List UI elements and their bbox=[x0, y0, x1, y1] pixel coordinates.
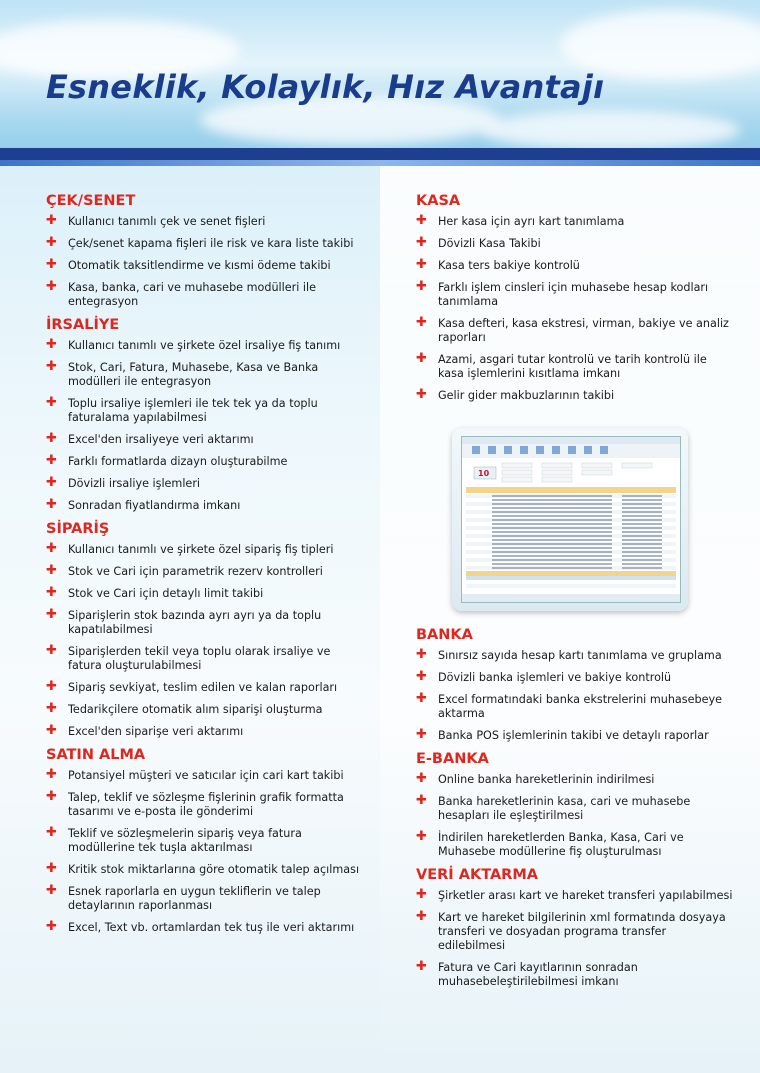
plus-bullet-icon: ✚ bbox=[46, 541, 57, 556]
plus-bullet-icon: ✚ bbox=[46, 431, 57, 446]
plus-bullet-icon: ✚ bbox=[46, 563, 57, 578]
list-item bbox=[46, 769, 366, 783]
list-item bbox=[416, 649, 736, 663]
plus-bullet-icon: ✚ bbox=[46, 235, 57, 250]
plus-bullet-icon: ✚ bbox=[46, 475, 57, 490]
right-column-top bbox=[416, 193, 736, 411]
list-item bbox=[46, 361, 366, 389]
plus-bullet-icon: ✚ bbox=[46, 643, 57, 658]
list-item bbox=[46, 477, 366, 491]
list-item-text: Teklif ve sözleşmelerin sipariş veya fatura modüllerine tek tuşla aktarılması bbox=[68, 827, 302, 854]
list-item bbox=[416, 889, 736, 903]
list-item bbox=[46, 681, 366, 695]
list-item bbox=[46, 259, 366, 273]
plus-bullet-icon: ✚ bbox=[46, 607, 57, 622]
plus-bullet-icon: ✚ bbox=[416, 647, 427, 662]
feature-list bbox=[46, 215, 366, 309]
plus-bullet-icon: ✚ bbox=[46, 395, 57, 410]
list-item bbox=[46, 609, 366, 637]
list-item-text: Esnek raporlarla en uygun tekliflerin ve talep detaylarının raporlanması bbox=[68, 885, 321, 912]
list-item bbox=[416, 911, 736, 953]
list-item bbox=[416, 693, 736, 721]
list-item bbox=[46, 281, 366, 309]
list-item-text: Banka hareketlerinin kasa, cari ve muhasebe hesapları ile eşleştirilmesi bbox=[438, 795, 691, 822]
feature-list bbox=[46, 543, 366, 739]
plus-bullet-icon: ✚ bbox=[46, 767, 57, 782]
list-item-text: Farklı formatlarda dizayn oluşturabilme bbox=[68, 455, 288, 468]
list-item-text: Sınırsız sayıda hesap kartı tanımlama ve gruplama bbox=[438, 649, 722, 662]
plus-bullet-icon: ✚ bbox=[416, 887, 427, 902]
list-item bbox=[46, 397, 366, 425]
list-item-text: Tedarikçilere otomatik alım siparişi oluşturma bbox=[68, 703, 323, 716]
list-item-text: Excel'den siparişe veri aktarımı bbox=[68, 725, 244, 738]
list-item-text: Her kasa için ayrı kart tanımlama bbox=[438, 215, 625, 228]
feature-list bbox=[416, 215, 736, 403]
plus-bullet-icon: ✚ bbox=[416, 959, 427, 974]
list-item-text: Talep, teklif ve sözleşme fişlerinin grafik formatta tasarımı ve e-posta ile gönderimi bbox=[68, 791, 344, 818]
list-item-text: Stok, Cari, Fatura, Muhasebe, Kasa ve Banka modülleri ile entegrasyon bbox=[68, 361, 319, 388]
header-divider bbox=[0, 148, 760, 160]
list-item bbox=[46, 433, 366, 447]
plus-bullet-icon: ✚ bbox=[416, 235, 427, 250]
list-item bbox=[416, 353, 736, 381]
software-screenshot bbox=[452, 428, 688, 611]
list-item bbox=[46, 339, 366, 353]
plus-bullet-icon: ✚ bbox=[416, 315, 427, 330]
list-item bbox=[46, 645, 366, 673]
feature-list bbox=[416, 773, 736, 859]
left-column bbox=[46, 193, 366, 943]
list-item-text: Sipariş sevkiyat, teslim edilen ve kalan raporları bbox=[68, 681, 338, 694]
list-item-text: Excel, Text vb. ortamlardan tek tuş ile veri aktarımı bbox=[68, 921, 355, 934]
list-item bbox=[46, 565, 366, 579]
list-item bbox=[46, 215, 366, 229]
list-item bbox=[46, 827, 366, 855]
list-item bbox=[46, 543, 366, 557]
plus-bullet-icon: ✚ bbox=[416, 257, 427, 272]
plus-bullet-icon: ✚ bbox=[46, 723, 57, 738]
list-item bbox=[416, 215, 736, 229]
plus-bullet-icon: ✚ bbox=[416, 727, 427, 742]
plus-bullet-icon: ✚ bbox=[46, 883, 57, 898]
list-item bbox=[416, 961, 736, 989]
list-item-text: Siparişlerin stok bazında ayrı ayrı ya da toplu kapatılabilmesi bbox=[68, 609, 322, 636]
list-item-text: Dövizli Kasa Takibi bbox=[438, 237, 541, 250]
list-item bbox=[416, 729, 736, 743]
list-item-text: Kullanıcı tanımlı ve şirkete özel irsaliye fiş tanımı bbox=[68, 339, 341, 352]
screenshot-illustration bbox=[462, 437, 680, 602]
section-heading-banka: BANKA bbox=[416, 627, 473, 643]
list-item-text: Banka POS işlemlerinin takibi ve detaylı raporlar bbox=[438, 729, 709, 742]
list-item-text: Kullanıcı tanımlı ve şirkete özel sipariş fiş tipleri bbox=[68, 543, 334, 556]
list-item bbox=[46, 587, 366, 601]
plus-bullet-icon: ✚ bbox=[46, 861, 57, 876]
list-item bbox=[46, 703, 366, 717]
plus-bullet-icon: ✚ bbox=[416, 351, 427, 366]
plus-bullet-icon: ✚ bbox=[46, 701, 57, 716]
list-item bbox=[416, 259, 736, 273]
list-item-text: Fatura ve Cari kayıtlarının sonradan muhasebeleştirilebilmesi imkanı bbox=[438, 961, 638, 988]
plus-bullet-icon: ✚ bbox=[46, 919, 57, 934]
list-item-text: Kritik stok miktarlarına göre otomatik talep açılması bbox=[68, 863, 360, 876]
page-title: Esneklik, Kolaylık, Hız Avantajı bbox=[46, 68, 605, 106]
svg-text:10: 10 bbox=[478, 469, 490, 478]
plus-bullet-icon: ✚ bbox=[416, 279, 427, 294]
list-item-text: Stok ve Cari için parametrik rezerv kontrolleri bbox=[68, 565, 323, 578]
plus-bullet-icon: ✚ bbox=[46, 825, 57, 840]
list-item bbox=[416, 671, 736, 685]
list-item-text: İndirilen hareketlerden Banka, Kasa, Cari ve Muhasebe modüllerine fiş oluşturulması bbox=[438, 831, 684, 858]
list-item-text: Çek/senet kapama fişleri ile risk ve kara liste takibi bbox=[68, 237, 354, 250]
section-heading-e-banka: E-BANKA bbox=[416, 751, 489, 767]
plus-bullet-icon: ✚ bbox=[46, 453, 57, 468]
section-heading-si-pari: SİPARİŞ bbox=[46, 521, 110, 537]
feature-list bbox=[416, 649, 736, 743]
plus-bullet-icon: ✚ bbox=[416, 691, 427, 706]
plus-bullet-icon: ✚ bbox=[416, 213, 427, 228]
plus-bullet-icon: ✚ bbox=[46, 257, 57, 272]
plus-bullet-icon: ✚ bbox=[46, 789, 57, 804]
list-item-text: Kasa defteri, kasa ekstresi, virman, bakiye ve analiz raporları bbox=[438, 317, 729, 344]
list-item bbox=[416, 389, 736, 403]
list-item-text: Farklı işlem cinsleri için muhasebe hesap kodları tanımlama bbox=[438, 281, 709, 308]
plus-bullet-icon: ✚ bbox=[416, 387, 427, 402]
list-item bbox=[46, 863, 366, 877]
list-item-text: Potansiyel müşteri ve satıcılar için cari kart takibi bbox=[68, 769, 344, 782]
list-item bbox=[416, 317, 736, 345]
list-item bbox=[46, 455, 366, 469]
feature-list bbox=[46, 769, 366, 935]
list-item-text: Gelir gider makbuzlarının takibi bbox=[438, 389, 615, 402]
section-heading-ek-senet: ÇEK/SENET bbox=[46, 193, 136, 209]
plus-bullet-icon: ✚ bbox=[46, 359, 57, 374]
right-column-bottom bbox=[416, 627, 736, 997]
plus-bullet-icon: ✚ bbox=[46, 679, 57, 694]
list-item bbox=[416, 831, 736, 859]
list-item bbox=[416, 795, 736, 823]
screenshot-window bbox=[461, 436, 681, 603]
list-item bbox=[46, 725, 366, 739]
list-item bbox=[46, 499, 366, 513]
list-item bbox=[416, 237, 736, 251]
section-heading-satin-alma: SATIN ALMA bbox=[46, 747, 146, 763]
list-item-text: Kasa ters bakiye kontrolü bbox=[438, 259, 580, 272]
plus-bullet-icon: ✚ bbox=[46, 585, 57, 600]
list-item-text: Otomatik taksitlendirme ve kısmi ödeme takibi bbox=[68, 259, 331, 272]
plus-bullet-icon: ✚ bbox=[46, 497, 57, 512]
list-item-text: Dövizli banka işlemleri ve bakiye kontrolü bbox=[438, 671, 672, 684]
plus-bullet-icon: ✚ bbox=[416, 909, 427, 924]
list-item-text: Şirketler arası kart ve hareket transferi yapılabilmesi bbox=[438, 889, 733, 902]
section-heading-i-rsali-ye: İRSALİYE bbox=[46, 317, 120, 333]
list-item-text: Online banka hareketlerinin indirilmesi bbox=[438, 773, 655, 786]
plus-bullet-icon: ✚ bbox=[416, 771, 427, 786]
section-heading-veri-aktarma: VERİ AKTARMA bbox=[416, 867, 538, 883]
list-item-text: Excel formatındaki banka ekstrelerini muhasebeye aktarma bbox=[438, 693, 722, 720]
list-item bbox=[416, 773, 736, 787]
plus-bullet-icon: ✚ bbox=[46, 337, 57, 352]
plus-bullet-icon: ✚ bbox=[416, 669, 427, 684]
list-item bbox=[416, 281, 736, 309]
list-item-text: Toplu irsaliye işlemleri ile tek tek ya da toplu faturalama yapılabilmesi bbox=[68, 397, 318, 424]
list-item-text: Stok ve Cari için detaylı limit takibi bbox=[68, 587, 264, 600]
list-item-text: Kart ve hareket bilgilerinin xml formatında dosyaya transferi ve dosyadan programa transfer edilebilmesi bbox=[438, 911, 726, 952]
list-item bbox=[46, 237, 366, 251]
list-item bbox=[46, 921, 366, 935]
list-item-text: Excel'den irsaliyeye veri aktarımı bbox=[68, 433, 254, 446]
list-item-text: Kullanıcı tanımlı çek ve senet fişleri bbox=[68, 215, 266, 228]
list-item-text: Siparişlerden tekil veya toplu olarak irsaliye ve fatura oluşturulabilmesi bbox=[68, 645, 331, 672]
feature-list bbox=[416, 889, 736, 989]
plus-bullet-icon: ✚ bbox=[46, 279, 57, 294]
list-item bbox=[46, 885, 366, 913]
list-item-text: Kasa, banka, cari ve muhasebe modülleri ile entegrasyon bbox=[68, 281, 317, 308]
plus-bullet-icon: ✚ bbox=[46, 213, 57, 228]
list-item-text: Sonradan fiyatlandırma imkanı bbox=[68, 499, 241, 512]
list-item-text: Azami, asgari tutar kontrolü ve tarih kontrolü ile kasa işlemlerini kısıtlama imkanı bbox=[438, 353, 707, 380]
plus-bullet-icon: ✚ bbox=[416, 793, 427, 808]
list-item bbox=[46, 791, 366, 819]
section-heading-kasa: KASA bbox=[416, 193, 461, 209]
plus-bullet-icon: ✚ bbox=[416, 829, 427, 844]
feature-list bbox=[46, 339, 366, 513]
list-item-text: Dövizli irsaliye işlemleri bbox=[68, 477, 201, 490]
